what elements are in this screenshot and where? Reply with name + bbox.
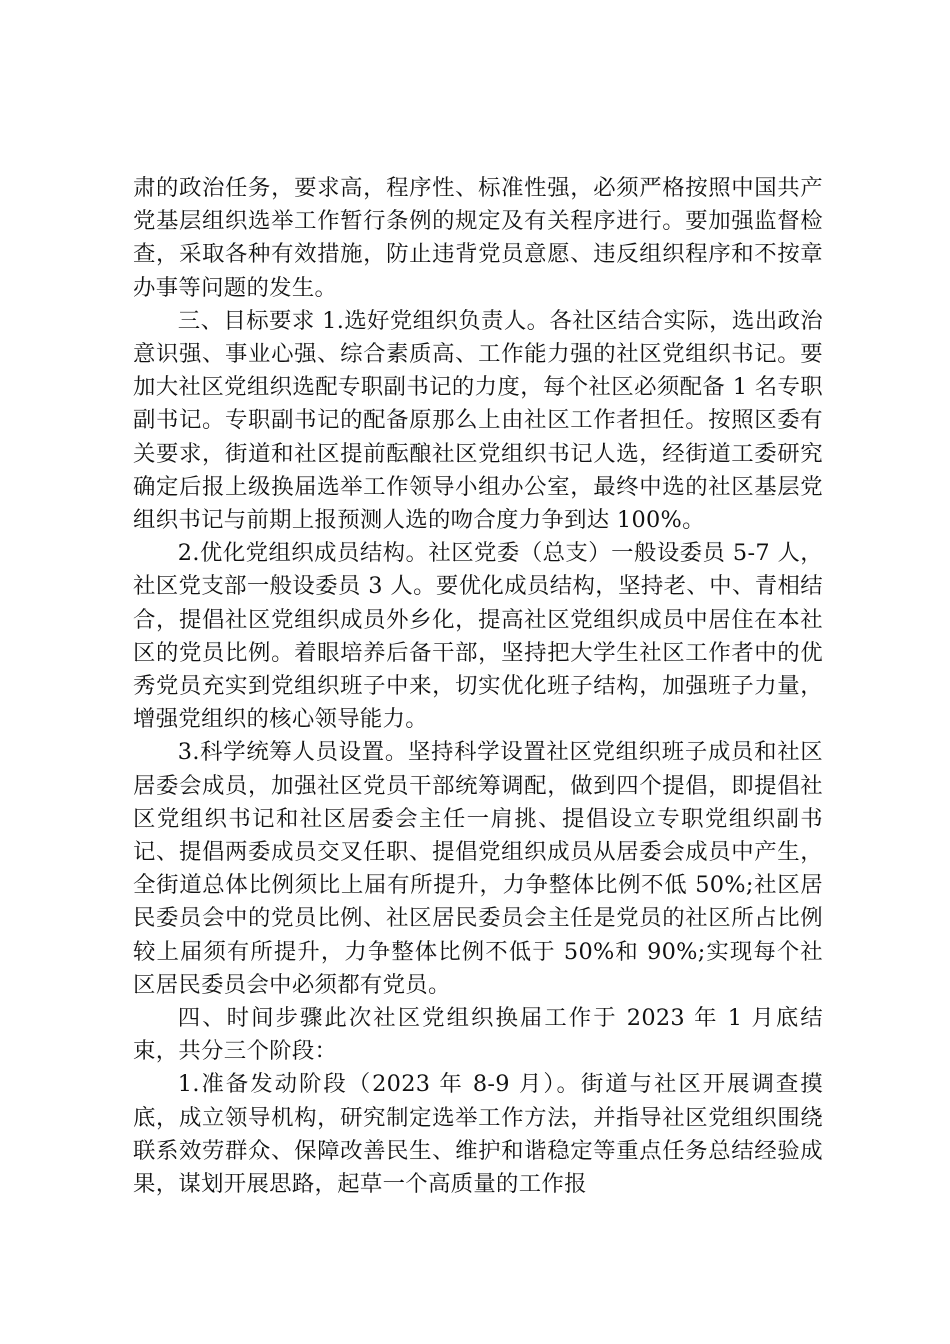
paragraph-item-2: 2.优化党组织成员结构。社区党委（总支）一般设委员 5-7 人，社区党支部一般设委员 3 人。要优化成员结构，坚持老、中、青相结合，提倡社区党组织成员外乡化，提高社区党组织成员中居住在本社区的党员比例。着眼培养后备干部，坚持把大学生社区工作者中的优秀党员充实到党组织班子中来，切实优化班子结构，加强班子力量，增强党组织的核心领导能力。 <box>133 540 823 733</box>
document-body <box>133 172 823 1201</box>
paragraph-section-three: 三、目标要求 1.选好党组织负责人。各社区结合实际，选出政治意识强、事业心强、综合素质高、工作能力强的社区党组织书记。要加大社区党组织选配专职副书记的力度，每个社区必须配备 1 名专职副书记。专职副书记的配备原那么上由社区工作者担任。按照区委有关要求，街道和社区提前酝酿社区党组织书记人选，经街道工委研究确定后报上级换届选举工作领导小组办公室，最终中选的社区基层党组织书记与前期上报预测人选的吻合度力争到达 100%。 <box>133 307 823 534</box>
paragraph-continuation: 肃的政治任务，要求高，程序性、标准性强，必须严格按照中国共产党基层组织选举工作暂行条例的规定及有关程序进行。要加强监督检查，采取各种有效措施，防止违背党员意愿、违反组织程序和不按章办事等问题的发生。 <box>133 175 823 301</box>
paragraph-section-four: 四、时间步骤此次社区党组织换届工作于 2023 年 1 月底结束，共分三个阶段： <box>133 1005 823 1065</box>
paragraph-stage-1: 1.准备发动阶段（2023 年 8-9 月）。街道与社区开展调查摸底，成立领导机构，研究制定选举工作方法，并指导社区党组织围绕联系效劳群众、保障改善民生、维护和谐稳定等重点任务总结经验成果，谋划开展思路，起草一个高质量的工作报 <box>133 1071 823 1198</box>
paragraph-item-3: 3.科学统筹人员设置。坚持科学设置社区党组织班子成员和社区居委会成员，加强社区党员干部统筹调配，做到四个提倡，即提倡社区党组织书记和社区居委会主任一肩挑、提倡设立专职党组织副书记、提倡两委成员交叉任职、提倡党组织成员从居委会成员中产生，全街道总体比例须比上届有所提升，力争整体比例不低 50%;社区居民委员会中的党员比例、社区居民委员会主任是党员的社区所占比例较上届须有所提升，力争整体比例不低于 50%和 90%;实现每个社区居民委员会中必须都有党员。 <box>133 739 823 998</box>
